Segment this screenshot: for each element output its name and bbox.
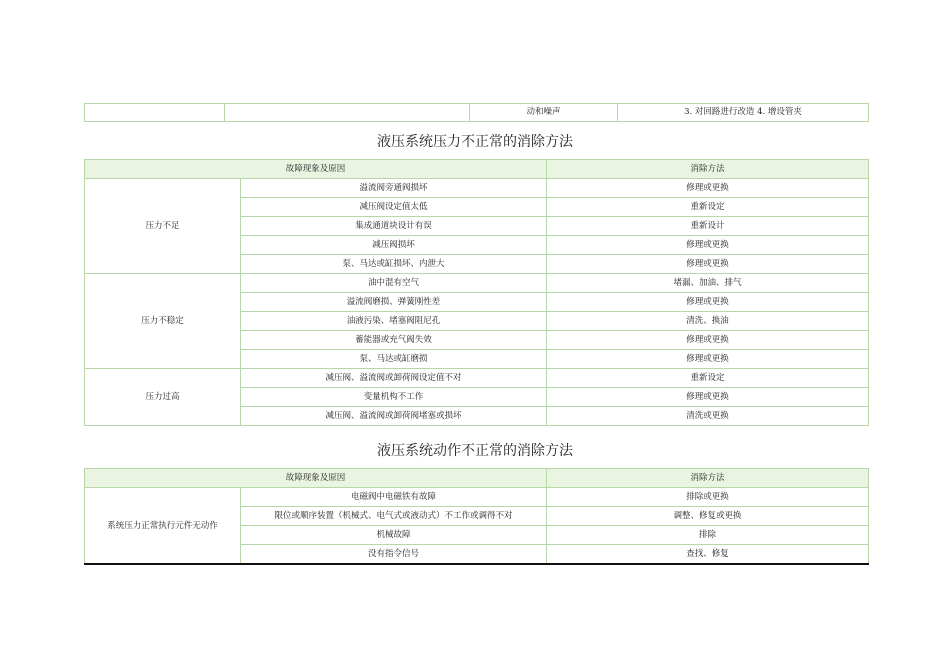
cause-cell: 减压阀损坏 <box>241 236 547 255</box>
fix-cell: 重新设定 <box>547 369 869 388</box>
fix-cell: 修理或更换 <box>547 350 869 369</box>
fix-cell: 修理或更换 <box>547 255 869 274</box>
cause-cell: 变量机构不工作 <box>241 388 547 407</box>
fix-cell: 修理或更换 <box>547 293 869 312</box>
cause-cell: 限位或顺序装置（机械式、电气式或液动式）不工作或调得不对 <box>241 507 547 526</box>
cause-cell: 减压阀、溢流阀或卸荷阀设定值不对 <box>241 369 547 388</box>
cause-cell: 没有指令信号 <box>241 545 547 565</box>
table-row <box>85 179 869 198</box>
header-fix: 消除方法 <box>547 160 869 179</box>
fix-cell: 修理或更换 <box>547 331 869 350</box>
fix-cell: 清洗、换油 <box>547 312 869 331</box>
table-row <box>85 104 869 122</box>
table-cell: 3. 对回路进行改造 4. 增设管夹 <box>618 104 869 122</box>
table-header-row <box>85 469 869 488</box>
cause-cell: 油中混有空气 <box>241 274 547 293</box>
table-cell <box>85 104 225 122</box>
fix-cell: 修理或更换 <box>547 388 869 407</box>
table-row <box>85 369 869 388</box>
cause-cell: 溢流阀磨损、弹簧刚性差 <box>241 293 547 312</box>
previous-table-fragment <box>84 103 869 122</box>
fix-cell: 调整、修复或更换 <box>547 507 869 526</box>
fix-cell: 重新设定 <box>547 198 869 217</box>
table-cell <box>225 104 470 122</box>
action-fault-table <box>84 468 869 565</box>
fix-cell: 修理或更换 <box>547 179 869 198</box>
fix-cell: 排除或更换 <box>547 488 869 507</box>
header-cause: 故障现象及原因 <box>85 160 547 179</box>
pressure-fault-table <box>84 159 869 426</box>
category-cell: 压力过高 <box>85 369 241 426</box>
section-title-action: 液压系统动作不正常的消除方法 <box>377 443 573 459</box>
cause-cell: 泵、马达或缸损坏、内泄大 <box>241 255 547 274</box>
category-cell: 压力不稳定 <box>85 274 241 369</box>
section-title-pressure: 液压系统压力不正常的消除方法 <box>377 134 573 150</box>
cause-cell: 蓄能器或充气阀失效 <box>241 331 547 350</box>
fix-cell: 清洗或更换 <box>547 407 869 426</box>
cause-cell: 电磁阀中电磁铁有故障 <box>241 488 547 507</box>
fix-cell: 排除 <box>547 526 869 545</box>
cause-cell: 泵、马达或缸磨损 <box>241 350 547 369</box>
header-cause: 故障现象及原因 <box>85 469 547 488</box>
cause-cell: 集成通道块设计有误 <box>241 217 547 236</box>
category-cell: 压力不足 <box>85 179 241 274</box>
fix-cell: 查找、修复 <box>547 545 869 565</box>
fix-cell: 修理或更换 <box>547 236 869 255</box>
cause-cell: 机械故障 <box>241 526 547 545</box>
table-row <box>85 274 869 293</box>
table-header-row <box>85 160 869 179</box>
fix-cell: 重新设计 <box>547 217 869 236</box>
fix-cell: 堵漏、加油、排气 <box>547 274 869 293</box>
category-cell: 系统压力正常执行元件无动作 <box>85 488 241 565</box>
cause-cell: 油液污染、堵塞阀阻尼孔 <box>241 312 547 331</box>
table-cell: 动和噪声 <box>470 104 618 122</box>
header-fix: 消除方法 <box>547 469 869 488</box>
cause-cell: 溢流阀旁通阀损坏 <box>241 179 547 198</box>
cause-cell: 减压阀、溢流阀或卸荷阀堵塞或损坏 <box>241 407 547 426</box>
cause-cell: 减压阀设定值太低 <box>241 198 547 217</box>
table-row <box>85 488 869 507</box>
